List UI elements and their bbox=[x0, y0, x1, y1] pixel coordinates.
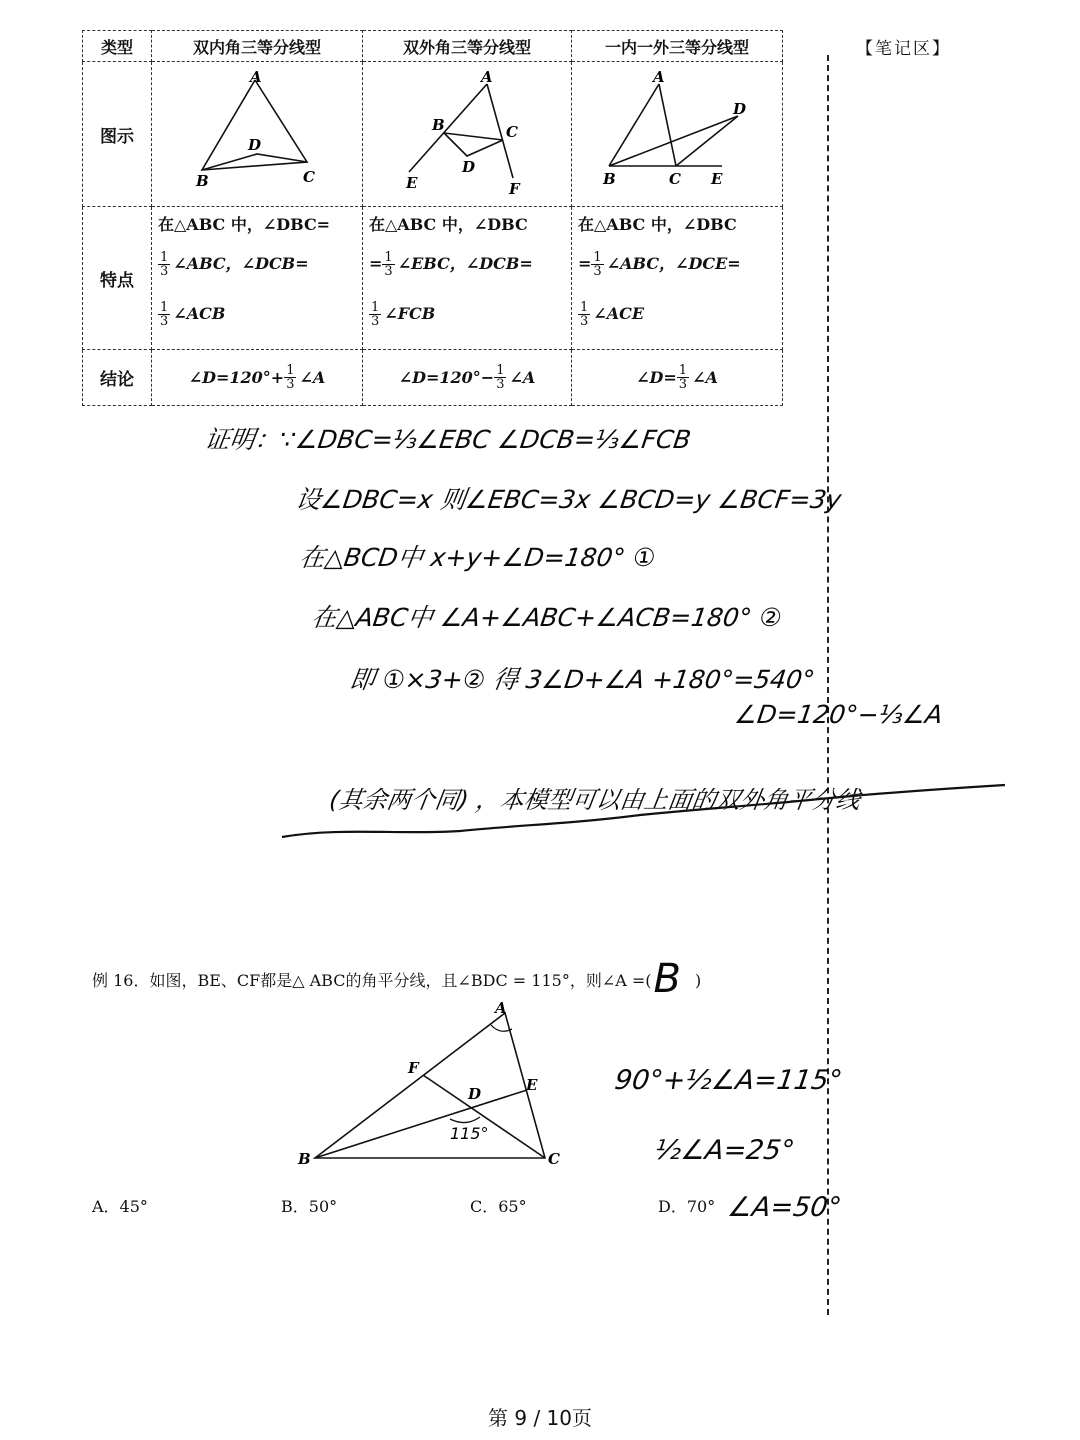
fraction: $\frac{1}{3}$ bbox=[593, 249, 602, 279]
label-mixed-e: E bbox=[711, 170, 723, 188]
label-example-c: C bbox=[548, 1150, 560, 1168]
fraction: $\frac{1}{3}$ bbox=[286, 363, 295, 392]
fraction: $\frac{1}{3}$ bbox=[160, 299, 169, 329]
fraction: $\frac{1}{3}$ bbox=[384, 249, 393, 279]
question-close-paren: ) bbox=[694, 971, 702, 990]
feature-row bbox=[83, 207, 783, 350]
handwritten-answer: B bbox=[653, 956, 681, 1002]
feature-mixed-line2: ∠ABC，∠DCE= bbox=[606, 254, 741, 273]
notes-label: 【笔记区】 bbox=[856, 39, 951, 59]
handwritten-proof-line3: 在△BCD中 x+y+∠D=180° ① bbox=[297, 543, 658, 572]
label-mixed-a: A bbox=[653, 68, 665, 86]
option-b[interactable]: B．50° bbox=[281, 1197, 338, 1216]
label-example-d: D bbox=[468, 1085, 482, 1103]
option-a[interactable]: A．45° bbox=[92, 1197, 148, 1216]
handwritten-proof-line4: 在△ABC中 ∠A+∠ABC+∠ACB=180° ② bbox=[309, 603, 784, 632]
handwritten-proof-line2: 设∠DBC=x 则∠EBC=3x ∠BCD=y ∠BCF=3y bbox=[293, 485, 844, 514]
feature-mixed bbox=[572, 207, 783, 350]
label-inner-c: C bbox=[303, 168, 315, 186]
feature-inner-line1: 在△ABC 中，∠DBC= bbox=[158, 215, 331, 234]
example-triangle-figure bbox=[290, 995, 580, 1175]
label-example-e: E bbox=[526, 1076, 538, 1094]
question-text: 例 16．如图，BE、CF都是△ ABC的角平分线，且∠BDC = 115°，则∠A =( bbox=[92, 971, 652, 990]
feature-outer bbox=[363, 207, 572, 350]
model-table bbox=[82, 30, 783, 406]
equals-sign: = bbox=[578, 254, 592, 273]
feature-inner-line3: ∠ACB bbox=[173, 304, 226, 323]
fraction: $\frac{1}{3}$ bbox=[371, 299, 380, 329]
fraction: $\frac{1}{3}$ bbox=[160, 249, 169, 279]
table-header-row bbox=[83, 31, 783, 62]
page-number: 第 9 / 10页 bbox=[488, 1406, 592, 1430]
fraction: $\frac{1}{3}$ bbox=[678, 363, 688, 392]
label-outer-e: E bbox=[406, 174, 418, 192]
row-label-figure: 图示 bbox=[83, 62, 152, 207]
label-outer-a: A bbox=[481, 68, 493, 86]
conclusion-row bbox=[83, 350, 783, 406]
option-c[interactable]: C．65° bbox=[470, 1197, 527, 1216]
label-inner-a: A bbox=[250, 68, 262, 86]
mixed-trisector-figure bbox=[572, 62, 781, 202]
figure-row bbox=[83, 62, 783, 207]
header-outer: 双外角三等分线型 bbox=[363, 31, 572, 62]
fraction: $\frac{1}{3}$ bbox=[580, 299, 589, 329]
handwritten-angle-note: 115° bbox=[450, 1124, 489, 1143]
outer-trisector-figure bbox=[363, 62, 570, 202]
label-outer-d: D bbox=[462, 158, 476, 176]
header-type: 类型 bbox=[83, 31, 152, 62]
handwritten-wavy-underline bbox=[280, 775, 1010, 845]
label-outer-f: F bbox=[509, 180, 520, 198]
label-outer-c: C bbox=[506, 123, 518, 141]
row-label-feature: 特点 bbox=[83, 207, 152, 350]
fraction: $\frac{1}{3}$ bbox=[496, 363, 505, 392]
label-inner-d: D bbox=[248, 136, 262, 154]
label-example-a: A bbox=[495, 999, 507, 1017]
handwritten-work-line1: 90°+½∠A=115° bbox=[612, 1065, 845, 1096]
label-mixed-b: B bbox=[603, 170, 616, 188]
row-label-conclusion: 结论 bbox=[83, 350, 152, 406]
conclusion-mixed: ∠D= $\frac{1}{3}$ ∠A bbox=[572, 350, 783, 406]
figure-mixed-cell bbox=[572, 62, 783, 207]
equals-sign: = bbox=[369, 254, 383, 273]
handwritten-work-line3: ∠A=50° bbox=[725, 1192, 844, 1223]
feature-outer-line1: 在△ABC 中，∠DBC bbox=[369, 215, 528, 234]
handwritten-proof-line1: 证明：∵∠DBC=⅓∠EBC ∠DCB=⅓∠FCB bbox=[202, 425, 693, 454]
label-mixed-c: C bbox=[669, 170, 681, 188]
example-question bbox=[92, 950, 702, 1002]
label-mixed-d: D bbox=[733, 100, 747, 118]
figure-inner-cell bbox=[152, 62, 363, 207]
option-d[interactable]: D．70° bbox=[658, 1197, 716, 1216]
feature-mixed-line1: 在△ABC 中，∠DBC bbox=[578, 215, 737, 234]
label-inner-b: B bbox=[196, 172, 209, 190]
feature-inner-line2: ∠ABC，∠DCB= bbox=[173, 254, 309, 273]
label-outer-b: B bbox=[432, 116, 445, 134]
feature-outer-line3: ∠FCB bbox=[384, 304, 436, 323]
handwritten-remark: (其余两个同) ，本模型可以由上面的双外角平分线 bbox=[327, 786, 862, 814]
figure-outer-cell bbox=[363, 62, 572, 207]
handwritten-proof-line5: 即 ①×3+② 得 3∠D+∠A +180°=540° bbox=[347, 665, 817, 694]
feature-outer-line2: ∠EBC，∠DCB= bbox=[397, 254, 533, 273]
conclusion-inner: ∠D=120°+ $\frac{1}{3}$ ∠A bbox=[152, 350, 363, 406]
handwritten-proof-line6: ∠D=120°−⅓∠A bbox=[732, 700, 945, 729]
label-example-f: F bbox=[408, 1059, 419, 1077]
conclusion-outer: ∠D=120°− $\frac{1}{3}$ ∠A bbox=[363, 350, 572, 406]
inner-trisector-figure bbox=[152, 62, 361, 202]
feature-inner bbox=[152, 207, 363, 350]
header-mixed: 一内一外三等分线型 bbox=[572, 31, 783, 62]
label-example-b: B bbox=[298, 1150, 311, 1168]
header-inner: 双内角三等分线型 bbox=[152, 31, 363, 62]
handwritten-work-line2: ½∠A=25° bbox=[652, 1135, 797, 1166]
feature-mixed-line3: ∠ACE bbox=[593, 304, 645, 323]
notes-divider bbox=[827, 55, 829, 1315]
